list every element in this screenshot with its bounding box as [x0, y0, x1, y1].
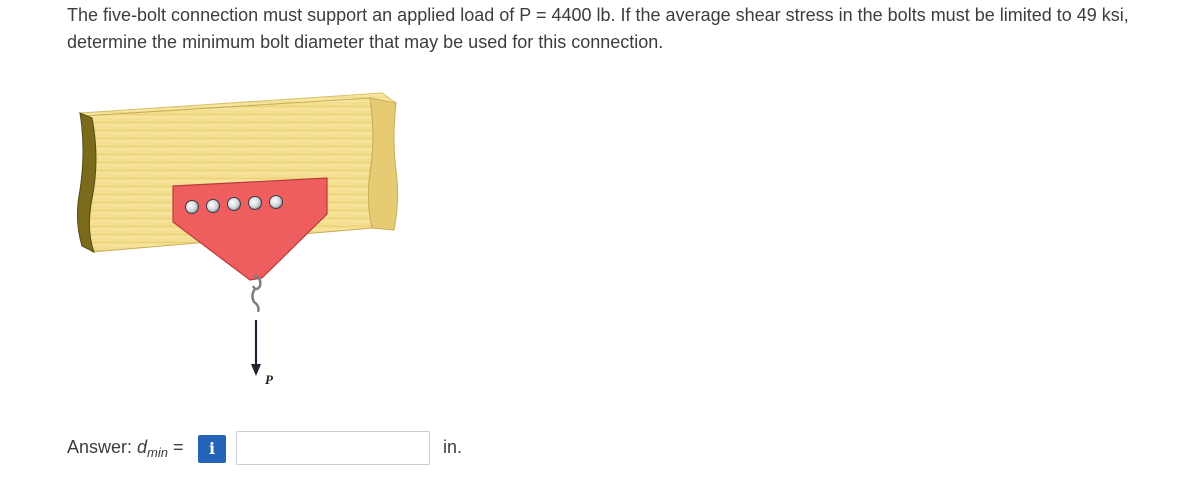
answer-label	[67, 437, 184, 460]
answer-prefix: Answer:	[67, 437, 138, 457]
bolt-3	[228, 198, 241, 211]
answer-variable: d	[137, 437, 148, 457]
problem-line-2: determine the minimum bolt diameter that may be used for this connection.	[67, 32, 664, 52]
answer-equals: =	[168, 437, 184, 457]
load-label: P	[265, 372, 273, 387]
answer-subscript: min	[147, 445, 168, 460]
load-hook	[252, 276, 260, 312]
beam-right-face	[368, 98, 397, 230]
unit-label: in.	[443, 437, 463, 457]
bolt-2	[207, 200, 220, 213]
bolt-4	[249, 197, 262, 210]
bolt-connection-figure	[70, 80, 410, 400]
bolt-1	[186, 201, 199, 214]
problem-statement	[67, 2, 1177, 56]
answer-row	[67, 430, 547, 468]
bolt-5	[270, 196, 283, 209]
gusset-plate	[173, 178, 327, 280]
info-icon[interactable]: i	[198, 435, 226, 463]
load-arrow-head	[251, 364, 261, 376]
answer-input[interactable]	[236, 431, 430, 465]
problem-line-1: The five-bolt connection must support an applied load of P = 4400 lb. If the average shear stress in the bolts must be limited to 49 ksi,	[67, 5, 1129, 25]
